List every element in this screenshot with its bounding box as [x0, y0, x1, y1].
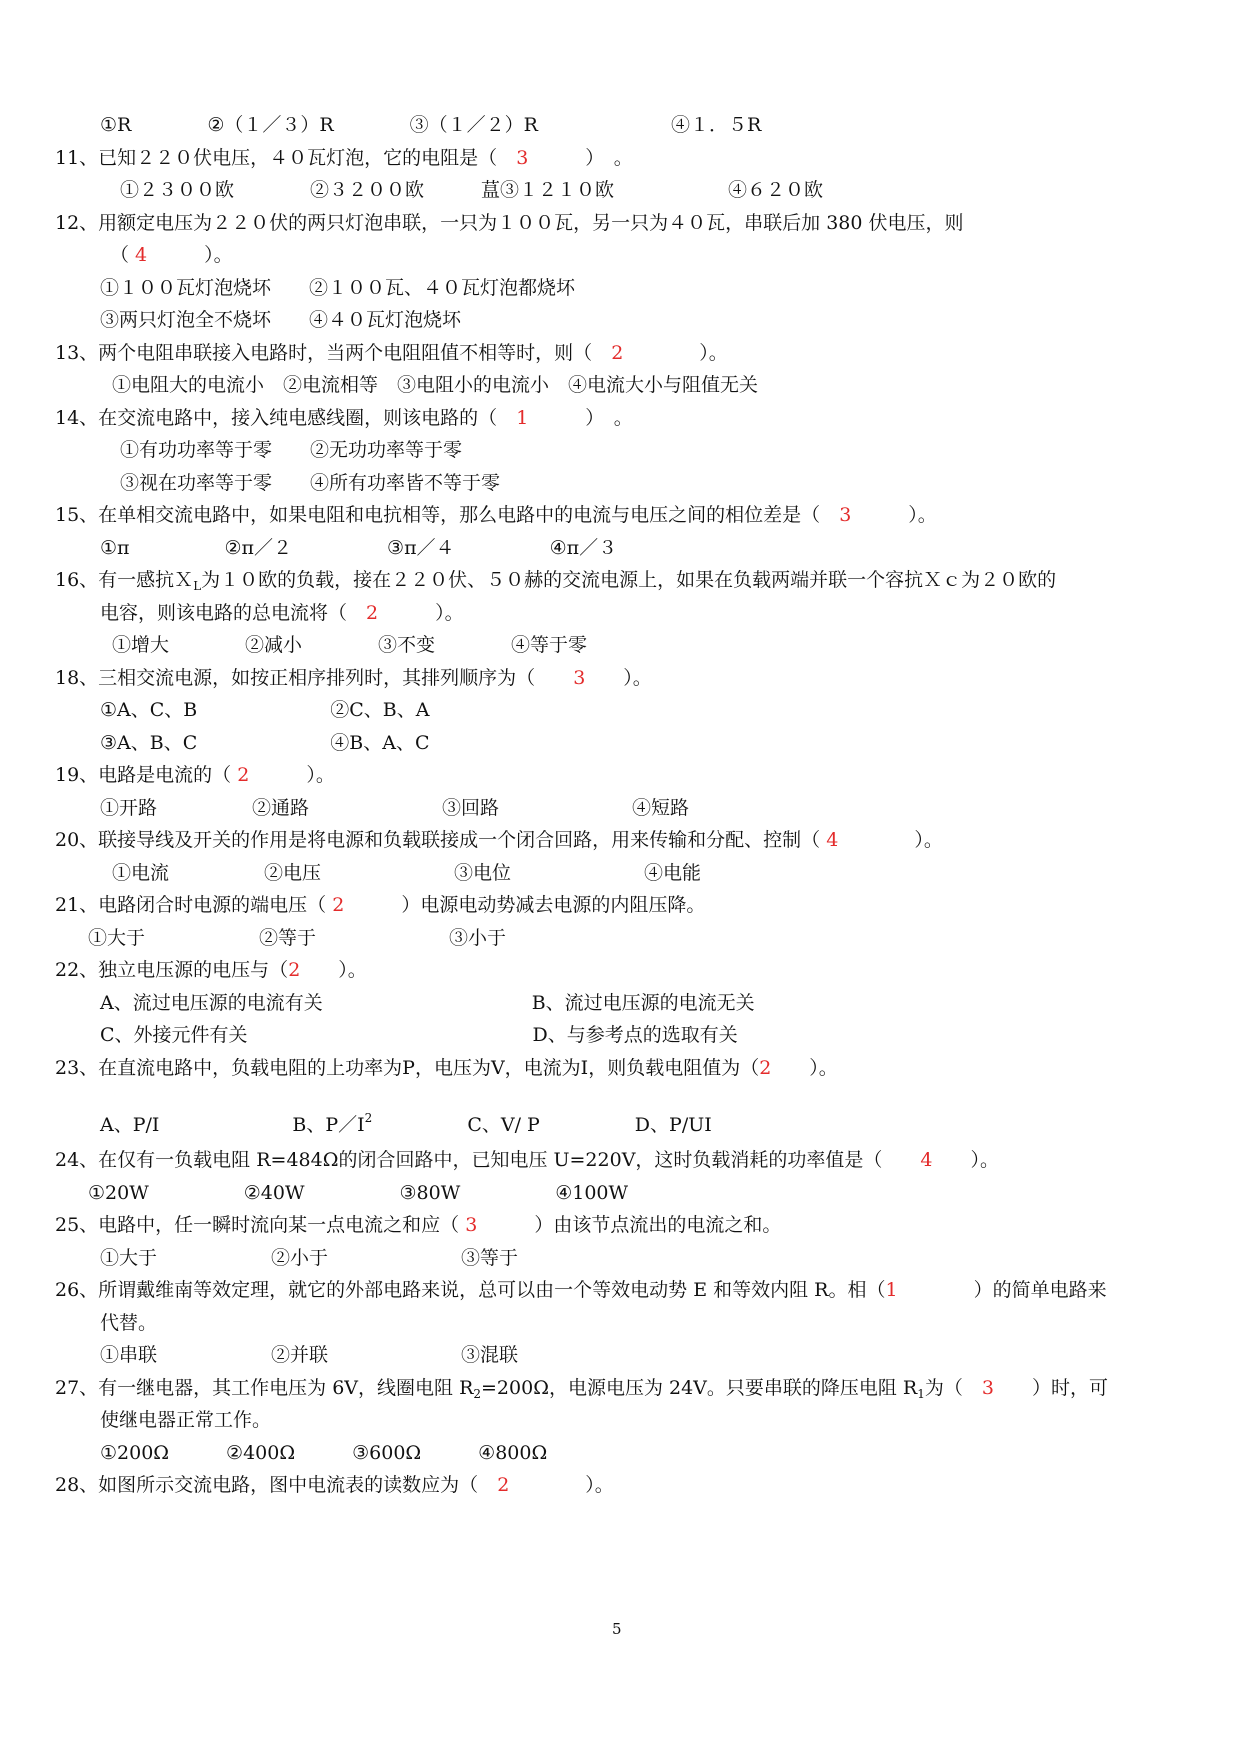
option-text: ③A、B、C ④B、A、C: [100, 732, 430, 754]
question-text-tail: ） 。: [528, 407, 633, 429]
question-text: 电容，则该电路的总电流将（: [100, 602, 367, 624]
answer-mark: 3: [839, 504, 852, 526]
option-text: ①200Ω ②400Ω ③600Ω ④800Ω: [100, 1442, 548, 1464]
option-text: ①电流 ②电压 ③电位 ④电能: [112, 862, 702, 884]
q26-question-cont: [100, 1311, 157, 1335]
question-text: 代替。: [100, 1312, 158, 1334]
answer-mark: 3: [981, 1377, 994, 1399]
option-text: ①２３００欧 ②３２００欧 蒀③１２１０欧 ④６２０欧: [120, 179, 824, 201]
q12-options-1: [100, 276, 575, 300]
question-text: 26、所谓戴维南等效定理，就它的外部电路来说，总可以由一个等效电动势 E 和等效内阻 R。相（: [55, 1279, 886, 1301]
answer-mark: 3: [573, 667, 586, 689]
question-text-tail: ）。: [249, 764, 335, 786]
q25-question: [55, 1213, 781, 1237]
question-text: 22、独立电压源的电压与（: [55, 959, 289, 981]
question-text: 16、有一感抗Ｘ: [55, 569, 194, 591]
question-text: 使继电器正常工作。: [100, 1409, 272, 1431]
question-text: 15、在单相交流电路中，如果电阻和电抗相等，那么电路中的电流与电压之间的相位差是（: [55, 504, 840, 526]
q14-options-1: [120, 438, 462, 462]
option-text: ①20W ②40W ③80W ④100W: [88, 1182, 629, 1204]
answer-mark: 2: [497, 1474, 510, 1496]
question-text-tail: ）由该节点流出的电流之和。: [477, 1214, 782, 1236]
q19-options: [100, 796, 689, 820]
q11-options: [120, 178, 823, 202]
question-text-tail: ）。: [851, 504, 937, 526]
option-text: ①大于 ②等于 ③小于: [88, 927, 507, 949]
option-text: ①A、C、B ②C、B、A: [100, 699, 430, 721]
answer-mark: 4: [135, 244, 148, 266]
q16-question-cont: [100, 601, 464, 625]
question-text: 27、有一继电器，其工作电压为 6V，线圈电阻 R: [55, 1377, 474, 1399]
q27-question: [55, 1376, 1108, 1406]
question-text-tail: ）。: [378, 602, 464, 624]
question-text: 25、电路中，任一瞬时流向某一点电流之和应（: [55, 1214, 466, 1236]
answer-mark: 4: [826, 829, 839, 851]
question-text: 11、已知２２０伏电压，４０瓦灯泡，它的电阻是（: [55, 147, 517, 169]
subscript: L: [193, 579, 202, 593]
question-text: 18、三相交流电源，如按正相序排列时，其排列顺序为（: [55, 667, 574, 689]
option-text: ①有功功率等于零 ②无功功率等于零: [120, 439, 463, 461]
answer-mark: 2: [366, 602, 379, 624]
option-text: ③视在功率等于零 ④所有功率皆不等于零: [120, 472, 501, 494]
question-text-mid: =200Ω，电源电压为 24V。只要串联的降压电阻 R: [481, 1377, 918, 1399]
question-text: 20、联接导线及开关的作用是将电源和负载联接成一个闭合回路，用来传输和分配、控制（: [55, 829, 827, 851]
answer-mark: 2: [759, 1057, 772, 1079]
answer-mark: 2: [332, 894, 345, 916]
question-text-tail: ）电源电动势减去电源的内阻压降。: [344, 894, 706, 916]
question-text-tail: ）。: [300, 959, 367, 981]
q13-options: [112, 373, 758, 397]
question-text-tail: 为１０欧的负载，接在２２０伏、５０赫的交流电源上，如果在负载两端并联一个容抗Ｘｃ为２０欧的: [201, 569, 1057, 591]
question-text: 12、用额定电压为２２０伏的两只灯泡串联，一只为１００瓦，另一只为４０瓦，串联后加 380 伏电压，则: [55, 212, 964, 234]
q22-question: [55, 958, 367, 982]
question-text-tail: ）。: [585, 667, 652, 689]
q15-question: [55, 503, 937, 527]
question-text: 14、在交流电路中，接入纯电感线圈，则该电路的（: [55, 407, 517, 429]
q27-options: [100, 1441, 547, 1465]
q19-question: [55, 763, 335, 787]
question-text-tail: ）。: [932, 1149, 1000, 1171]
page-number: 5: [612, 1620, 622, 1638]
q14-question: [55, 406, 633, 430]
option-text: ①π ②π／２ ③π／４ ④π／３: [100, 537, 618, 559]
q26-options: [100, 1343, 518, 1367]
q13-question: [55, 341, 728, 365]
q16-question: [55, 568, 1056, 598]
q18-question: [55, 666, 652, 690]
option-text: A、P/I B、P／I: [100, 1114, 365, 1136]
q25-options: [100, 1246, 518, 1270]
question-text-tail: ）。: [509, 1474, 614, 1496]
q22-options-1: [100, 991, 755, 1015]
answer-mark: 1: [885, 1279, 898, 1301]
option-text: C、外接元件有关 D、与参考点的选取有关: [100, 1024, 738, 1046]
q23-options: [100, 1106, 712, 1137]
q22-options-2: [100, 1023, 738, 1047]
option-text: A、流过电压源的电流有关 B、流过电压源的电流无关: [100, 992, 755, 1014]
question-text: 24、在仅有一负载电阻 R=484Ω的闭合回路中，已知电压 U=220V，这时负载消耗的功率值是（: [55, 1149, 921, 1171]
question-text-tail: ）。: [623, 342, 728, 364]
subscript: 2: [473, 1387, 482, 1401]
question-text: 13、两个电阻串联接入电路时，当两个电阻阻值不相等时，则（: [55, 342, 612, 364]
q10-options: [100, 113, 761, 137]
question-text-mid: 为（: [924, 1377, 982, 1399]
q12-options-2: [100, 308, 461, 332]
option-text: ①增大 ②减小 ③不变 ④等于零: [112, 634, 588, 656]
option-text: ①开路 ②通路 ③回路 ④短路: [100, 797, 690, 819]
q12-question: [55, 211, 964, 235]
answer-mark: 2: [611, 342, 624, 364]
option-text-tail: C、V/ P D、P/UI: [372, 1114, 712, 1136]
q28-question: [55, 1473, 614, 1497]
option-text: ①大于 ②小于 ③等于: [100, 1247, 519, 1269]
option-text: ①R ②（１／３）R ③（１／２）R ④１．５R: [100, 114, 762, 136]
q24-question: [55, 1148, 999, 1172]
q18-options-2: [100, 731, 429, 755]
q23-question: [55, 1056, 838, 1080]
option-text: ①电阻大的电流小 ②电流相等 ③电阻小的电流小 ④电流大小与阻值无关: [112, 374, 759, 396]
q20-options: [112, 861, 701, 885]
q26-question: [55, 1278, 1107, 1302]
question-text: 23、在直流电路中，负载电阻的上功率为P，电压为V，电流为I，则负载电阻值为（: [55, 1057, 760, 1079]
q11-question: [55, 146, 633, 170]
question-text: 28、如图所示交流电路，图中电流表的读数应为（: [55, 1474, 498, 1496]
option-text: ①１００瓦灯泡烧坏 ②１００瓦、４０瓦灯泡都烧坏: [100, 277, 576, 299]
option-text: ③两只灯泡全不烧坏 ④４０瓦灯泡烧坏: [100, 309, 462, 331]
answer-mark: 3: [465, 1214, 478, 1236]
question-text: （: [110, 244, 136, 266]
superscript: 2: [364, 1111, 373, 1125]
option-text: ①串联 ②并联 ③混联: [100, 1344, 519, 1366]
q27-question-cont: [100, 1408, 271, 1432]
question-text-tail: ）。: [771, 1057, 838, 1079]
q15-options: [100, 536, 617, 560]
q20-question: [55, 828, 943, 852]
question-text-tail: ）时，可: [994, 1377, 1109, 1399]
q16-options: [112, 633, 587, 657]
answer-mark: 3: [516, 147, 529, 169]
q14-options-2: [120, 471, 500, 495]
q21-options: [88, 926, 506, 950]
q24-options: [88, 1181, 628, 1205]
question-text: 21、电路闭合时电源的端电压（: [55, 894, 333, 916]
q12-question-cont: [110, 243, 233, 267]
q21-question: [55, 893, 705, 917]
question-text-tail: ）。: [838, 829, 943, 851]
question-text-tail: ）。: [147, 244, 233, 266]
q18-options-1: [100, 698, 429, 722]
subscript: 1: [917, 1387, 925, 1401]
answer-mark: 2: [237, 764, 250, 786]
question-text-tail: ）的简单电路来: [897, 1279, 1107, 1301]
answer-mark: 4: [920, 1149, 933, 1171]
question-text: 19、电路是电流的（: [55, 764, 238, 786]
answer-mark: 1: [516, 407, 529, 429]
question-text-tail: ） 。: [528, 147, 633, 169]
answer-mark: 2: [288, 959, 301, 981]
